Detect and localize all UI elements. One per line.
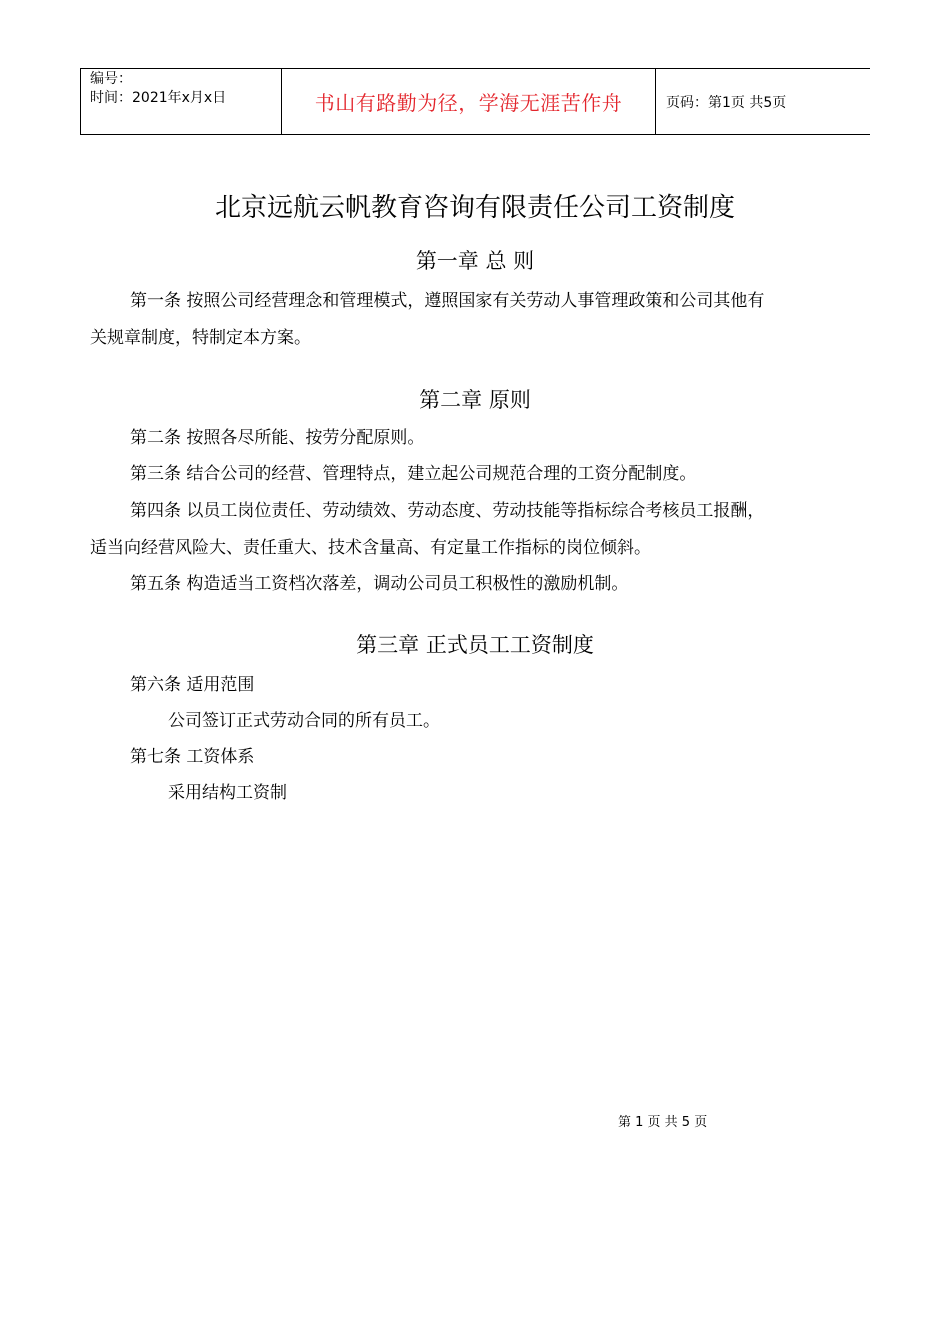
article-7-body: 采用结构工资制 (168, 783, 287, 803)
article-4-line-2: 适当向经营风险大、责任重大、技术含量高、有定量工作指标的岗位倾斜。 (90, 538, 651, 558)
date-line: 时间：2021年x月x日 (90, 90, 227, 106)
page-footer: 第 1 页 共 5 页 (618, 1115, 708, 1130)
serial-number-label: 编号： (90, 71, 132, 87)
article-2: 第二条 按照各尽所能、按劳分配原则。 (130, 428, 425, 448)
article-1-line-2: 关规章制度，特制定本方案。 (90, 328, 311, 348)
header-meta-cell (81, 69, 282, 134)
article-6: 第六条 适用范围 (130, 675, 255, 695)
chapter-2-heading: 第二章 原则 (419, 388, 531, 412)
motto-cell (282, 69, 656, 134)
chapter-1-heading: 第一章 总 则 (415, 249, 535, 273)
article-4-line-1: 第四条 以员工岗位责任、劳动绩效、劳动态度、劳动技能等指标综合考核员工报酬， (130, 501, 765, 521)
article-7: 第七条 工资体系 (130, 747, 255, 767)
header-table (80, 68, 870, 135)
article-1-line-1: 第一条 按照公司经营理念和管理模式，遵照国家有关劳动人事管理政策和公司其他有 (130, 291, 765, 311)
motto-text: 书山有路勤为径，学海无涯苦作舟 (314, 91, 623, 115)
article-6-body: 公司签订正式劳动合同的所有员工。 (168, 711, 440, 731)
document-title: 北京远航云帆教育咨询有限责任公司工资制度 (214, 193, 735, 223)
chapter-3-heading: 第三章 正式员工工资制度 (356, 633, 594, 657)
article-3: 第三条 结合公司的经营、管理特点，建立起公司规范合理的工资分配制度。 (130, 464, 697, 484)
page-info-text: 页码：第1页 共5页 (666, 94, 787, 111)
page-info-cell (656, 69, 870, 134)
article-5: 第五条 构造适当工资档次落差，调动公司员工积极性的激励机制。 (130, 574, 629, 594)
